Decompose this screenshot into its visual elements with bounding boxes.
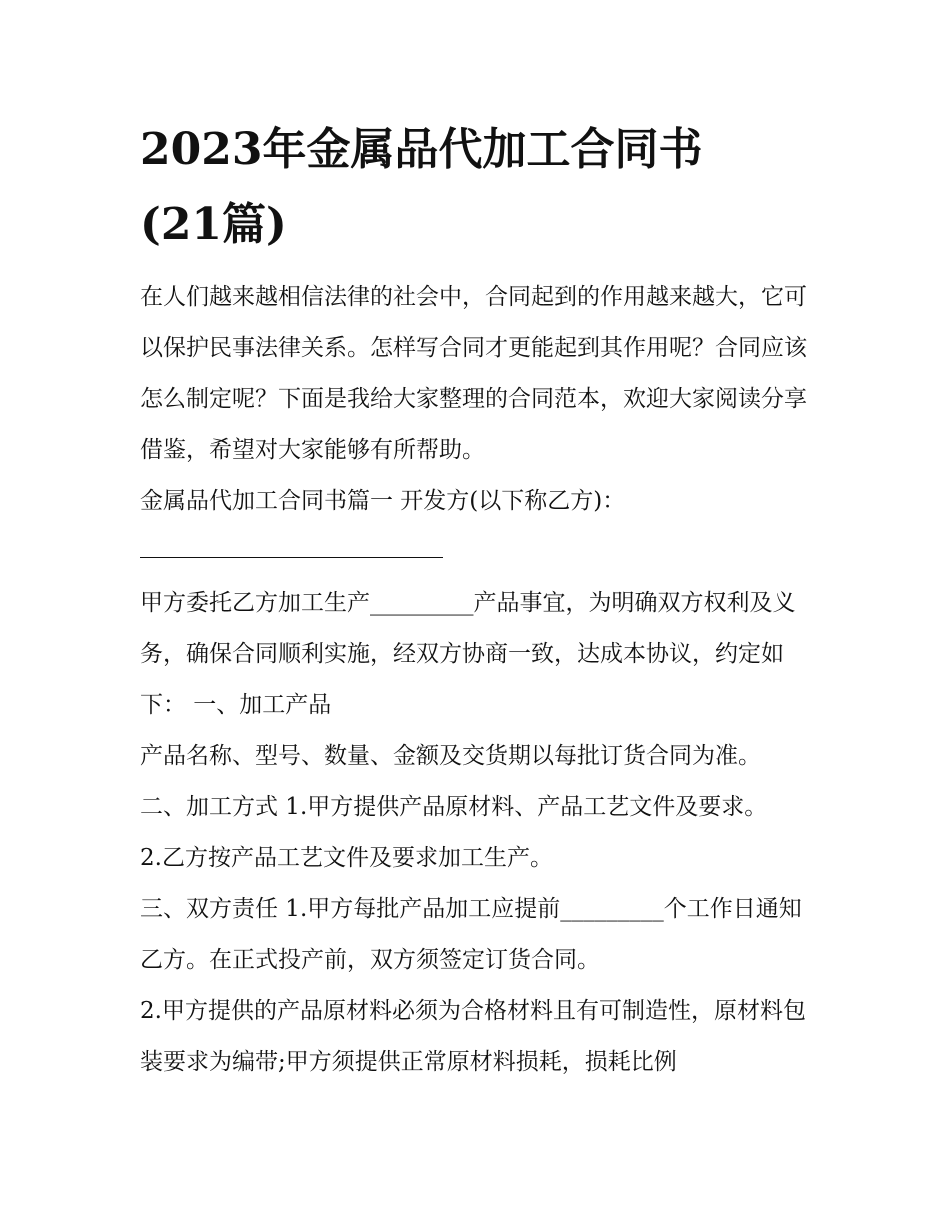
contract-heading-line: 金属品代加工合同书篇一 开发方(以下称乙方)： xyxy=(140,488,626,514)
clause-intro-paragraph: 甲方委托乙方加工生产_________产品事宜，为明确双方权利及义务，确保合同顺利实施，经双方协商一致，达成本协议，约定如下： 一、加工产品 xyxy=(140,590,796,718)
title-line-2: (21篇) xyxy=(140,199,287,250)
clause-2-paragraph: 二、加工方式 1.甲方提供产品原材料、产品工艺文件及要求。 xyxy=(140,794,768,820)
clause-2-item-2: 2.乙方按产品工艺文件及要求加工生产。 xyxy=(140,845,553,871)
document-page xyxy=(140,112,820,1088)
title-line-1: 2023年金属品代加工合同书 xyxy=(140,124,703,175)
signature-blank-line xyxy=(140,557,443,558)
document-body xyxy=(140,272,820,1088)
clause-3-item-2: 2.甲方提供的产品原材料必须为合格材料且有可制造性，原材料包装要求为编带;甲方须提供正常原材料损耗，损耗比例 xyxy=(140,998,806,1075)
document-title xyxy=(140,112,820,262)
intro-paragraph: 在人们越来越相信法律的社会中，合同起到的作用越来越大，它可以保护民事法律关系。怎样写合同才更能起到其作用呢？合同应该怎么制定呢？下面是我给大家整理的合同范本，欢迎大家阅读分享借鉴，希望对大家能够有所帮助。 xyxy=(140,284,807,463)
signature-blank-row xyxy=(140,527,820,578)
clause-3-paragraph: 三、双方责任 1.甲方每批产品加工应提前_________个工作日通知乙方。在正式投产前，双方须签定订货合同。 xyxy=(140,896,802,973)
clause-1-paragraph: 产品名称、型号、数量、金额及交货期以每批订货合同为准。 xyxy=(140,743,761,769)
